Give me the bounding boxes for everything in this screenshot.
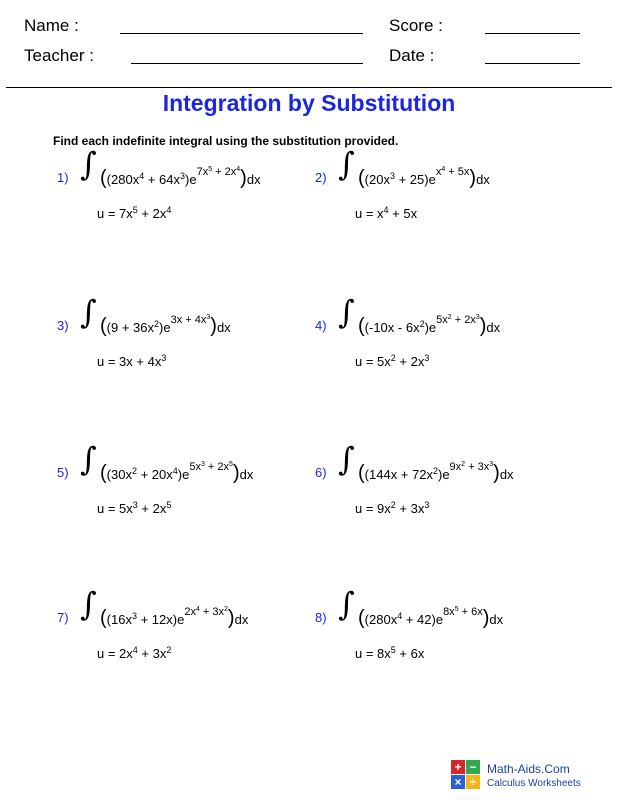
- math-text: u = 2x: [97, 646, 133, 661]
- substitution: [355, 353, 429, 369]
- math-text: (280x: [106, 172, 140, 187]
- superscript: 3: [161, 353, 167, 363]
- substitution: [97, 353, 166, 369]
- divide-icon: ÷: [466, 775, 480, 789]
- problem-number: 3): [57, 318, 69, 333]
- problem-number: 2): [315, 170, 327, 185]
- open-paren: (: [358, 462, 365, 484]
- math-text: 5x: [436, 314, 448, 326]
- superscript: 4: [383, 205, 389, 215]
- superscript: 4: [195, 606, 200, 613]
- superscript: 3: [132, 500, 138, 510]
- math-text: + 6x: [395, 646, 425, 661]
- exponent: [171, 314, 211, 326]
- superscript: 2: [461, 461, 466, 468]
- dx: dx: [246, 172, 261, 187]
- math-text: (9 + 36x: [106, 320, 155, 335]
- logo-icon: [451, 760, 481, 790]
- integral-sign: ∫: [80, 293, 97, 331]
- superscript: 2: [166, 645, 172, 655]
- problem-number: 5): [57, 465, 69, 480]
- math-text: u = 5x: [97, 501, 133, 516]
- problem-number: 8): [315, 610, 327, 625]
- substitution: [97, 645, 171, 661]
- minus-icon: −: [466, 760, 480, 774]
- math-text: 7x: [196, 166, 209, 178]
- integral-sign: ∫: [80, 145, 97, 183]
- superscript: 2: [131, 466, 137, 476]
- math-text: + 3x: [395, 501, 425, 516]
- substitution: [97, 205, 171, 221]
- dx: dx: [486, 320, 501, 335]
- math-text: u = x: [355, 206, 384, 221]
- integrand: [100, 166, 261, 190]
- close-paren: ): [232, 462, 240, 484]
- teacher-label: Teacher :: [24, 46, 94, 65]
- close-paren: ): [227, 607, 235, 629]
- superscript: 3: [206, 314, 211, 321]
- teacher-line[interactable]: [131, 63, 363, 64]
- superscript: 4: [166, 205, 172, 215]
- substitution: [97, 500, 171, 516]
- date-line[interactable]: [485, 63, 580, 64]
- open-paren: (: [100, 607, 107, 629]
- math-text: + 3x: [199, 606, 225, 618]
- math-text: + 2x: [137, 206, 167, 221]
- superscript: 4: [132, 645, 138, 655]
- name-line[interactable]: [120, 33, 363, 34]
- dx: dx: [216, 320, 231, 335]
- superscript: 3: [489, 461, 494, 468]
- header-divider: [6, 87, 612, 88]
- superscript: 2: [419, 319, 425, 329]
- integrand: [358, 166, 490, 190]
- math-text: + 2x: [137, 501, 167, 516]
- superscript: 2: [390, 500, 396, 510]
- open-paren: (: [100, 462, 107, 484]
- substitution: [355, 205, 417, 221]
- superscript: 2: [390, 353, 396, 363]
- superscript: 3: [131, 611, 137, 621]
- open-paren: (: [100, 315, 107, 337]
- substitution: [355, 645, 424, 661]
- math-text: )e: [185, 172, 197, 187]
- integrand: [358, 461, 514, 485]
- close-paren: ): [210, 315, 217, 337]
- problem-number: 1): [57, 170, 69, 185]
- close-paren: ): [469, 167, 477, 189]
- math-text: (16x: [106, 612, 132, 627]
- superscript: 4: [236, 166, 241, 173]
- math-text: 2x: [184, 606, 196, 618]
- problem-number: 4): [315, 318, 327, 333]
- superscript: 2: [447, 314, 452, 321]
- superscript: 5: [166, 500, 172, 510]
- superscript: 5: [229, 461, 233, 468]
- logo-name: Math-Aids.Com: [487, 762, 570, 776]
- integral-sign: ∫: [338, 293, 355, 331]
- superscript: 3: [424, 500, 430, 510]
- math-aids-logo: [451, 760, 591, 796]
- open-paren: (: [358, 167, 365, 189]
- superscript: 4: [139, 171, 145, 181]
- dx: dx: [234, 612, 249, 627]
- date-label: Date :: [389, 46, 435, 65]
- substitution: [355, 500, 429, 516]
- integrand: [100, 314, 231, 338]
- page-title: Integration by Substitution: [162, 90, 456, 116]
- math-text: u = 9x: [355, 501, 391, 516]
- superscript: 5: [390, 645, 396, 655]
- close-paren: ): [240, 167, 247, 189]
- integrand: [358, 314, 500, 338]
- math-text: + 64x: [144, 172, 180, 187]
- math-text: 3x + 4x: [170, 314, 207, 326]
- integral-sign: ∫: [80, 440, 97, 478]
- superscript: 5: [132, 205, 138, 215]
- exponent: [189, 461, 233, 473]
- math-text: 9x: [449, 461, 462, 473]
- math-text: + 5x: [388, 206, 418, 221]
- superscript: 2: [154, 319, 160, 329]
- superscript: 5: [208, 166, 213, 173]
- math-text: + 2x: [212, 166, 237, 178]
- close-paren: ): [482, 607, 490, 629]
- math-text: + 3x: [465, 461, 490, 473]
- superscript: 3: [200, 461, 205, 468]
- dx: dx: [489, 612, 504, 627]
- times-icon: ×: [451, 775, 465, 789]
- superscript: 3: [389, 171, 395, 181]
- close-paren: ): [493, 462, 500, 484]
- math-text: u = 5x: [355, 354, 391, 369]
- superscript: 2: [432, 466, 438, 476]
- open-paren: (: [358, 607, 365, 629]
- integral-sign: ∫: [80, 585, 97, 623]
- math-text: )e: [159, 320, 171, 335]
- plus-icon: +: [451, 760, 465, 774]
- math-text: u = 8x: [355, 646, 391, 661]
- math-text: + 12x)e: [136, 612, 185, 627]
- problem-number: 7): [57, 610, 69, 625]
- math-text: 8x: [443, 606, 455, 618]
- math-text: 5x: [189, 461, 201, 473]
- math-text: + 2x: [395, 354, 425, 369]
- open-paren: (: [358, 315, 365, 337]
- superscript: 3: [475, 314, 480, 321]
- math-text: u = 3x + 4x: [97, 354, 162, 369]
- superscript: 2: [224, 606, 228, 613]
- integral-sign: ∫: [338, 440, 355, 478]
- exponent: [197, 166, 241, 178]
- problem-number: 6): [315, 465, 327, 480]
- math-text: (-10x - 6x: [364, 320, 420, 335]
- math-text: x: [435, 166, 442, 178]
- math-text: )e: [437, 467, 450, 482]
- dx: dx: [499, 467, 514, 482]
- superscript: 3: [180, 171, 186, 181]
- integrand: [100, 461, 253, 485]
- instructions: Find each indefinite integral using the substitution provided.: [53, 134, 399, 148]
- superscript: 3: [424, 353, 430, 363]
- exponent: [443, 606, 483, 618]
- math-text: + 25)e: [394, 172, 436, 187]
- math-text: + 2x: [204, 461, 230, 473]
- math-text: + 5x: [445, 166, 470, 178]
- math-text: + 20x: [136, 467, 173, 482]
- superscript: 4: [397, 611, 403, 621]
- math-text: (30x: [106, 467, 132, 482]
- math-text: + 2x: [451, 314, 476, 326]
- superscript: 5: [454, 606, 459, 613]
- open-paren: (: [100, 167, 107, 189]
- math-text: (20x: [364, 172, 390, 187]
- integral-sign: ∫: [338, 585, 355, 623]
- math-text: )e: [424, 320, 437, 335]
- name-label: Name :: [24, 16, 79, 35]
- math-text: + 3x: [137, 646, 167, 661]
- score-line[interactable]: [485, 33, 580, 34]
- superscript: 4: [172, 466, 178, 476]
- exponent: [436, 166, 470, 178]
- score-label: Score :: [389, 16, 443, 35]
- math-text: u = 7x: [97, 206, 133, 221]
- exponent: [450, 461, 494, 473]
- exponent: [436, 314, 480, 326]
- math-text: (144x + 72x: [364, 467, 433, 482]
- math-text: + 42)e: [402, 612, 444, 627]
- exponent: [184, 606, 228, 618]
- math-text: )e: [177, 467, 190, 482]
- integral-sign: ∫: [338, 145, 355, 183]
- dx: dx: [476, 172, 490, 187]
- dx: dx: [239, 467, 254, 482]
- math-text: + 6x: [458, 606, 483, 618]
- integrand: [100, 606, 248, 630]
- superscript: 4: [441, 166, 446, 173]
- integrand: [358, 606, 503, 630]
- close-paren: ): [479, 315, 487, 337]
- math-text: (280x: [364, 612, 398, 627]
- logo-subtitle: Calculus Worksheets: [487, 778, 581, 789]
